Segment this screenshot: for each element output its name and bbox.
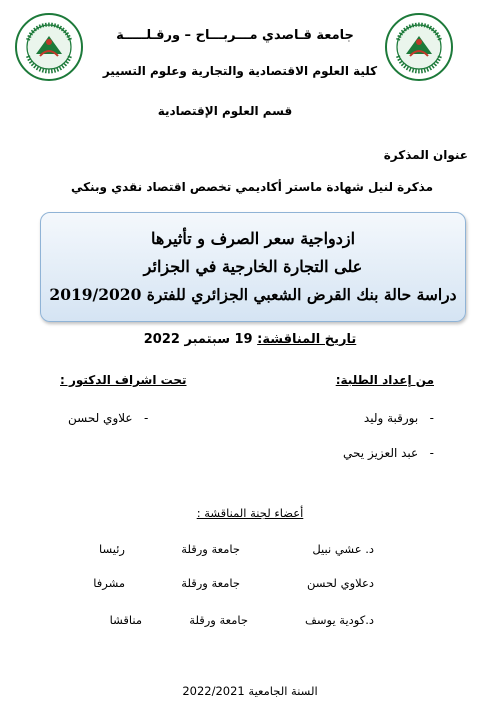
student-name: عبد العزيز يحي [343,446,419,460]
committee-member-institution: جامعة ورقلة [181,576,240,590]
supervisor-heading: تحت اشراف الدكتور : [60,373,187,387]
supervisor-item: - علاوي لحسن [68,411,149,425]
faculty-name: كلية العلوم الاقتصادية والتجارية وعلوم التسيير [102,64,378,78]
committee-member-role: مشرفا [93,576,125,590]
academic-year: السنة الجامعية 2022/2021 [182,684,318,698]
student-item: - بورقبة وليد [363,411,434,425]
memo-title-label: عنوان المذكرة [383,148,468,162]
student-name: بورقبة وليد [363,411,419,425]
committee-member-institution: جامعة ورقلة [181,542,240,556]
defense-date-label: تاريخ المناقشة: [257,332,357,347]
committee-member-name: د.كودية يوسف [304,613,374,627]
university-seal-icon [384,12,454,82]
thesis-title-line3: دراسة حالة بنك القرض الشعبي الجزائري للفترة 2019/2020 [49,285,457,304]
committee-member-institution: جامعة ورقلة [189,613,248,627]
thesis-title-line2: على التجارة الخارجية في الجزائر [143,257,363,276]
thesis-title-box [40,212,466,322]
defense-date [100,332,400,347]
university-logo-left [14,12,84,82]
degree-line: مذكرة لنيل شهادة ماستر أكاديمي تخصص اقتصاد نقدي وبنكي [70,180,434,194]
defense-date-value: 19 سبتمبر 2022 [143,332,253,347]
department-name: قسم العلوم الإقتصادية [157,104,293,118]
thesis-title-line1: ازدواجية سعر الصرف و تأثيرها [150,229,356,248]
university-logo-right [384,12,454,82]
committee-member-role: رئيسا [99,542,125,556]
committee-member-name: دعلاوي لحسن [307,576,374,590]
university-name: جامعة قـاصدي مـــربـــاح – ورقـلـــــة [116,28,354,43]
students-heading: من إعداد الطلبة: [335,373,434,387]
supervisor-name: علاوي لحسن [68,411,133,425]
student-item: - عبد العزيز يحي [343,446,434,460]
committee-heading: أعضاء لجنة المناقشة : [196,506,304,520]
committee-member-name: د. عشي نبيل [312,542,374,556]
university-seal-icon [14,12,84,82]
committee-member-role: مناقشا [109,613,142,627]
